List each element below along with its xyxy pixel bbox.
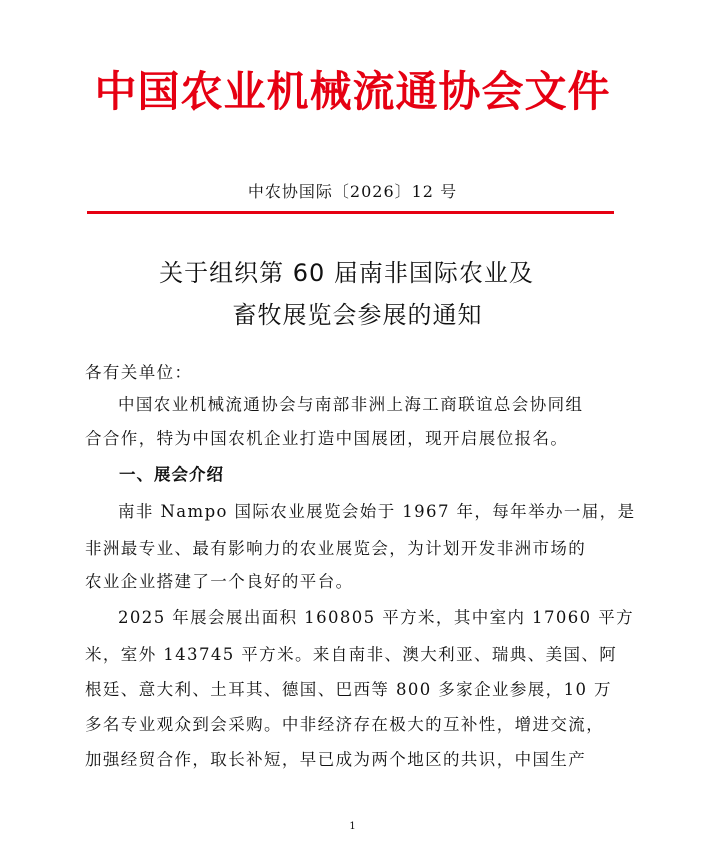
para2-line-2: 米，室外 143745 平方米。来自南非、澳大利亚、瑞典、美国、阿	[85, 645, 618, 664]
para2-line-1: 2025 年展会展出面积 160805 平方米，其中室内 17060 平方	[118, 608, 634, 627]
para1-line-3: 农业企业搭建了一个良好的平台。	[85, 572, 354, 591]
para1-line-1: 南非 Nampo 国际农业展览会始于 1967 年，每年举办一届，是	[118, 502, 636, 521]
intro-line-2: 合合作，特为中国农机企业打造中国展团，现开启展位报名。	[85, 429, 569, 448]
section-heading-exhibition-intro: 一、展会介绍	[119, 465, 224, 484]
para2-line-5: 加强经贸合作，取长补短，早已成为两个地区的共识，中国生产	[85, 750, 587, 769]
salutation: 各有关单位：	[85, 363, 193, 382]
notice-title-line-1: 关于组织第 60 届南非国际农业及	[159, 259, 534, 287]
para1-line-2: 非洲最专业、最有影响力的农业展览会，为计划开发非洲市场的	[85, 539, 587, 558]
document-number: 中农协国际〔2026〕12 号	[247, 182, 458, 201]
notice-title-line-2: 畜牧展览会参展的通知	[232, 301, 483, 329]
red-divider-rule	[87, 211, 614, 214]
para2-line-3: 根廷、意大利、土耳其、德国、巴西等 800 多家企业参展，10 万	[85, 680, 612, 699]
issuing-organization-title: 中国农业机械流通协会文件	[94, 67, 611, 116]
intro-line-1: 中国农业机械流通协会与南部非洲上海工商联谊总会协同组	[118, 395, 584, 414]
para2-line-4: 多名专业观众到会采购。中非经济存在极大的互补性，增进交流，	[85, 715, 605, 734]
page-number: 1	[349, 821, 356, 832]
